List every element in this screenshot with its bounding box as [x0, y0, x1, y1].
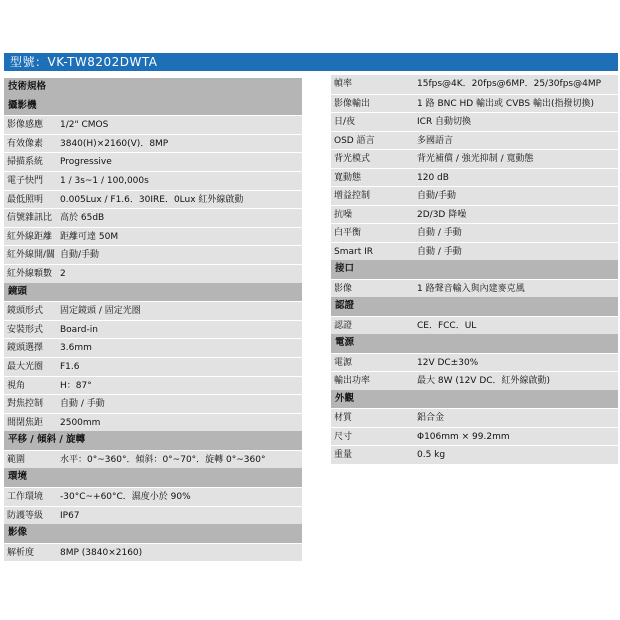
spec-value: H：87°	[60, 380, 92, 391]
spec-value: 3.6mm	[60, 343, 92, 354]
section-header	[4, 468, 302, 487]
section-header-label: 接口	[335, 263, 355, 274]
spec-value: 背光補償 / 強光抑制 / 寬動態	[417, 154, 534, 164]
spec-key: 抗噪	[334, 209, 353, 220]
spec-value: 水平：0°~360°．傾斜：0°~70°．旋轉 0°~360°	[60, 454, 266, 465]
spec-value: 1 路聲音輸入與內建麥克風	[417, 283, 525, 294]
spec-row	[331, 149, 618, 168]
spec-key: 紅外線顆數	[7, 268, 53, 279]
spec-key: 影像感應	[7, 120, 44, 131]
spec-key: 尺寸	[334, 431, 353, 442]
spec-value: 0.5 kg	[417, 450, 446, 460]
spec-key: 信號雜訊比	[7, 213, 53, 224]
spec-column-right	[331, 75, 618, 464]
spec-key: 電子快門	[7, 175, 44, 186]
spec-key: 範圍	[7, 454, 26, 465]
spec-row	[4, 543, 302, 562]
spec-row	[331, 223, 618, 242]
spec-key: 工作環境	[7, 492, 44, 503]
section-header	[4, 524, 302, 543]
section-header	[4, 78, 302, 97]
spec-row	[331, 316, 618, 335]
spec-key: Smart IR	[334, 246, 373, 257]
spec-row	[331, 427, 618, 446]
spec-value: 2500mm	[60, 417, 101, 428]
spec-key: 影像輸出	[334, 98, 371, 109]
spec-key: 輸出功率	[334, 376, 371, 386]
spec-value: 多國語言	[417, 135, 454, 146]
spec-key: OSD 語言	[334, 135, 375, 146]
spec-key: 視角	[7, 380, 26, 391]
spec-row	[4, 301, 302, 320]
spec-row	[331, 131, 618, 150]
section-header-label: 影像	[8, 527, 28, 539]
spec-key: 鏡頭形式	[7, 306, 44, 317]
spec-row	[4, 115, 302, 134]
spec-row	[4, 376, 302, 395]
spec-row	[331, 112, 618, 131]
spec-row	[331, 168, 618, 187]
section-header	[331, 334, 618, 353]
spec-value: Board-in	[60, 324, 98, 335]
section-header	[331, 297, 618, 316]
section-header-label: 攝影機	[8, 99, 37, 111]
spec-value: CE．FCC．UL	[417, 320, 477, 331]
model-title-bar: 型號：VK-TW8202DWTA	[4, 53, 618, 71]
spec-row	[331, 75, 618, 94]
spec-value: 1/2" CMOS	[60, 120, 109, 131]
spec-row	[4, 506, 302, 525]
section-header	[331, 260, 618, 279]
spec-value: F1.6	[60, 361, 80, 372]
spec-value: 1 路 BNC HD 輸出或 CVBS 輸出(指撥切換)	[417, 98, 594, 109]
spec-row	[4, 245, 302, 264]
spec-value: 15fps@4K．20fps@6MP．25/30fps@4MP	[417, 79, 602, 89]
spec-key: 最低照明	[7, 194, 44, 205]
spec-value: 8MP (3840×2160)	[60, 547, 143, 558]
spec-key: 幀率	[334, 79, 353, 89]
spec-value: IP67	[60, 510, 80, 521]
spec-key: 材質	[334, 413, 353, 423]
spec-value: 自動 / 手動	[417, 228, 462, 238]
spec-value: 2D/3D 降噪	[417, 209, 467, 220]
spec-value: 1 / 3s~1 / 100,000s	[60, 175, 149, 186]
section-header	[331, 390, 618, 409]
section-header-label: 電源	[335, 337, 355, 348]
spec-key: 有效像素	[7, 138, 44, 149]
spec-row	[4, 413, 302, 432]
spec-value: 120 dB	[417, 172, 449, 183]
section-header-label: 外觀	[335, 392, 355, 404]
spec-row	[331, 408, 618, 427]
section-header	[4, 283, 302, 302]
spec-key: 白平衡	[334, 228, 362, 238]
spec-value: 高於 65dB	[60, 213, 105, 224]
section-header-label: 環境	[8, 471, 28, 483]
spec-value: 自動 / 手動	[60, 399, 105, 410]
spec-value: 0.005Lux / F1.6．30IRE．0Lux 紅外線啟動	[60, 194, 244, 205]
section-header-label: 技術規格	[8, 81, 47, 92]
section-header-label: 平移 / 傾斜 / 旋轉	[8, 434, 86, 446]
spec-value: 自動/手動	[417, 191, 457, 201]
spec-row	[331, 94, 618, 113]
spec-value: 2	[60, 268, 66, 279]
spec-key: 認證	[334, 320, 353, 331]
section-header	[4, 431, 302, 450]
spec-column-left	[4, 78, 302, 561]
spec-value: -30°C~+60°C．濕度小於 90%	[60, 492, 191, 503]
spec-row	[331, 353, 618, 372]
spec-row	[4, 190, 302, 209]
spec-key: 對焦控制	[7, 399, 44, 410]
spec-key: 重量	[334, 450, 353, 460]
spec-value: 鋁合金	[417, 413, 445, 423]
spec-value: 3840(H)×2160(V)．8MP	[60, 138, 169, 149]
section-header-label: 鏡頭	[8, 285, 28, 297]
spec-value: ICR 自動切換	[417, 117, 472, 127]
spec-key: 鏡頭選擇	[7, 343, 44, 354]
spec-key: 防護等級	[7, 510, 44, 521]
spec-key: 紅外線開/關	[7, 250, 56, 261]
section-header-label: 認證	[335, 300, 355, 311]
spec-key: 電源	[334, 357, 353, 368]
spec-row	[4, 208, 302, 227]
spec-row	[4, 171, 302, 190]
spec-key: 日/夜	[334, 117, 356, 127]
spec-row	[331, 445, 618, 464]
spec-row	[4, 227, 302, 246]
spec-key: 增益控制	[334, 191, 371, 201]
spec-row	[4, 320, 302, 339]
spec-key: 解析度	[7, 547, 35, 558]
spec-row	[331, 279, 618, 298]
spec-row	[4, 152, 302, 171]
spec-value: 12V DC±30%	[417, 357, 479, 368]
spec-row	[4, 338, 302, 357]
spec-key: 最大光圈	[7, 361, 44, 372]
spec-row	[4, 357, 302, 376]
spec-key: 紅外線距離	[7, 231, 53, 242]
spec-row	[4, 264, 302, 283]
spec-row	[4, 394, 302, 413]
spec-key: 背光模式	[334, 154, 371, 164]
section-header	[4, 97, 302, 116]
spec-key: 間閉焦距	[7, 417, 44, 428]
spec-key: 寬動態	[334, 172, 362, 183]
spec-row	[331, 205, 618, 224]
spec-key: 影像	[334, 283, 353, 294]
spec-row	[331, 242, 618, 261]
spec-row	[331, 186, 618, 205]
spec-value: 固定鏡頭 / 固定光圈	[60, 306, 141, 317]
spec-key: 掃描系統	[7, 157, 44, 168]
spec-value: 自動/手動	[60, 250, 100, 261]
spec-row	[4, 450, 302, 469]
spec-row	[4, 487, 302, 506]
spec-value: 距離可達 50M	[60, 231, 119, 242]
spec-row	[4, 134, 302, 153]
spec-value: 自動 / 手動	[417, 246, 462, 257]
spec-value: 最大 8W (12V DC．紅外線啟動)	[417, 376, 551, 386]
spec-key: 安裝形式	[7, 324, 44, 335]
spec-row	[331, 371, 618, 390]
spec-value: Φ106mm × 99.2mm	[417, 431, 510, 442]
spec-value: Progressive	[60, 157, 112, 168]
